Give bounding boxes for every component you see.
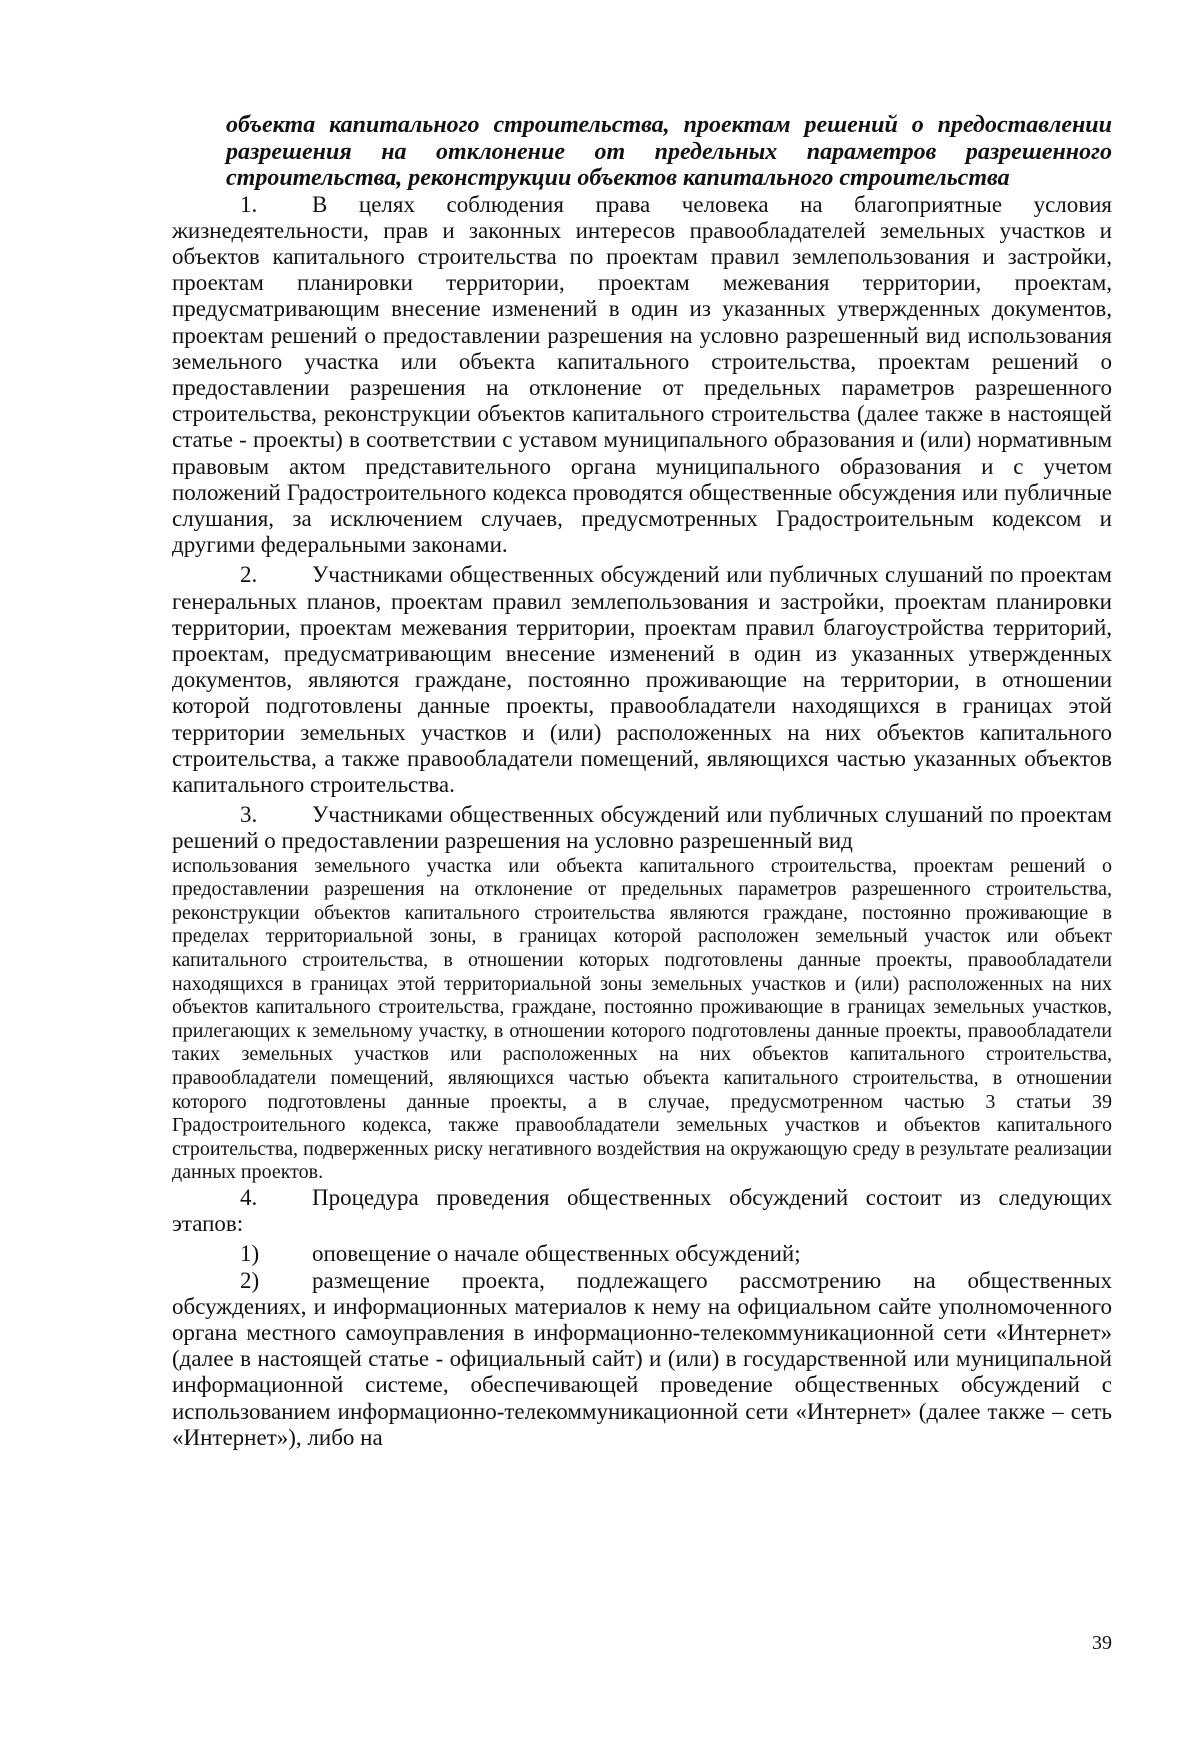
paragraph-text: Процедура проведения общественных обсуждений состоит из следующих этапов:	[172, 1184, 1112, 1237]
list-item-number: 1)	[240, 1241, 260, 1267]
list-item-2	[172, 1268, 1112, 1451]
section-heading: объекта капитального строительства, проектам решений о предоставлении разрешения на отклонение от предельных параметров разрешенного строительства, реконструкции объектов капитального строительства	[226, 112, 1112, 191]
paragraph-number: 1.	[240, 191, 258, 217]
paragraph-2	[172, 562, 1112, 798]
paragraph-text: Участниками общественных обсуждений или публичных слушаний по проектам генеральных планов, проектам правил землепользования и застройки, проектам планировки территории, проектам межевания территории, проектам правил благоустройства территорий, проектам, предусматривающим внесение изменений в один из указанных утвержденных документов, являются граждане, постоянно проживающие на территории, в отношении которой подготовлены данные проекты, правообладатели находящихся в границах этой территории земельных участков и (или) расположенных на них объектов капитального строительства, а также правообладатели помещений, являющихся частью указанных объектов капитального строительства.	[172, 562, 1112, 797]
paragraph-3	[172, 802, 1112, 854]
paragraph-number: 4.	[240, 1184, 258, 1210]
document-page	[172, 112, 1112, 1451]
paragraph-number: 3.	[240, 802, 258, 828]
paragraph-text: Участниками общественных обсуждений или публичных слушаний по проектам решений о предоставлении разрешения на условно разрешенный вид	[172, 802, 1112, 854]
paragraph-3-continued	[172, 855, 1112, 1185]
page-number: 39	[1092, 1632, 1112, 1654]
list-item-text: размещение проекта, подлежащего рассмотрению на общественных обсуждениях, и информационных материалов к нему на официальном сайте уполномоченного органа местного самоуправления в информационно-телекоммуникационной сети «Интернет» (далее в настоящей статье - официальный сайт) и (или) в государственной или муниципальной информационной системе, обеспечивающей проведение общественных обсуждений с использованием информационно-телекоммуникационной сети «Интернет» (далее также – сеть «Интернет»), либо на	[172, 1267, 1112, 1450]
list-item-number: 2)	[240, 1267, 260, 1293]
paragraph-number: 2.	[240, 562, 258, 588]
paragraph-text: В целях соблюдения права человека на благоприятные условия жизнедеятельности, прав и законных интересов правообладателей земельных участков и объектов капитального строительства по проектам правил землепользования и застройки, проектам планировки территории, проектам межевания территории, проектам, предусматривающим внесение изменений в один из указанных утвержденных документов, проектам решений о предоставлении разрешения на условно разрешенный вид использования земельного участка или объекта капитального строительства, проектам решений о предоставлении разрешения на отклонение от предельных параметров разрешенного строительства, реконструкции объектов капитального строительства (далее также в настоящей статье - проекты) в соответствии с уставом муниципального образования и (или) нормативным правовым актом представительного органа муниципального образования и с учетом положений Градостроительного кодекса проводятся общественные обсуждения или публичные слушания, за исключением случаев, предусмотренных Градостроительным кодексом и другими федеральными законами.	[172, 191, 1112, 558]
paragraph-4	[172, 1185, 1112, 1237]
paragraph-text: использования земельного участка или объекта капитального строительства, проектам решений о предоставлении разрешения на отклонение от предельных параметров разрешенного строительства, реконструкции объектов капитального строительства являются граждане, постоянно проживающие в пределах территориальной зоны, в границах которой расположен земельный участок или объект капитального строительства, в отношении которых подготовлены данные проекты, правообладатели находящихся в границах этой территориальной зоны земельных участков и (или) расположенных на них объектов капитального строительства, граждане, постоянно проживающие в границах земельных участков, прилегающих к земельному участку, в отношении которого подготовлены данные проекты, правообладатели таких земельных участков или расположенных на них объектов капитального строительства, правообладатели помещений, являющихся частью объекта капитального строительства, в отношении которого подготовлены данные проекты, а в случае, предусмотренном частью 3 статьи 39 Градостроительного кодекса, также правообладатели земельных участков и объектов капитального строительства, подверженных риску негативного воздействия на окружающую среду в результате реализации данных проектов.	[172, 854, 1112, 1184]
paragraph-1	[172, 192, 1112, 559]
list-item-text: оповещение о начале общественных обсуждений;	[312, 1241, 801, 1267]
list-item-1	[172, 1241, 1112, 1267]
